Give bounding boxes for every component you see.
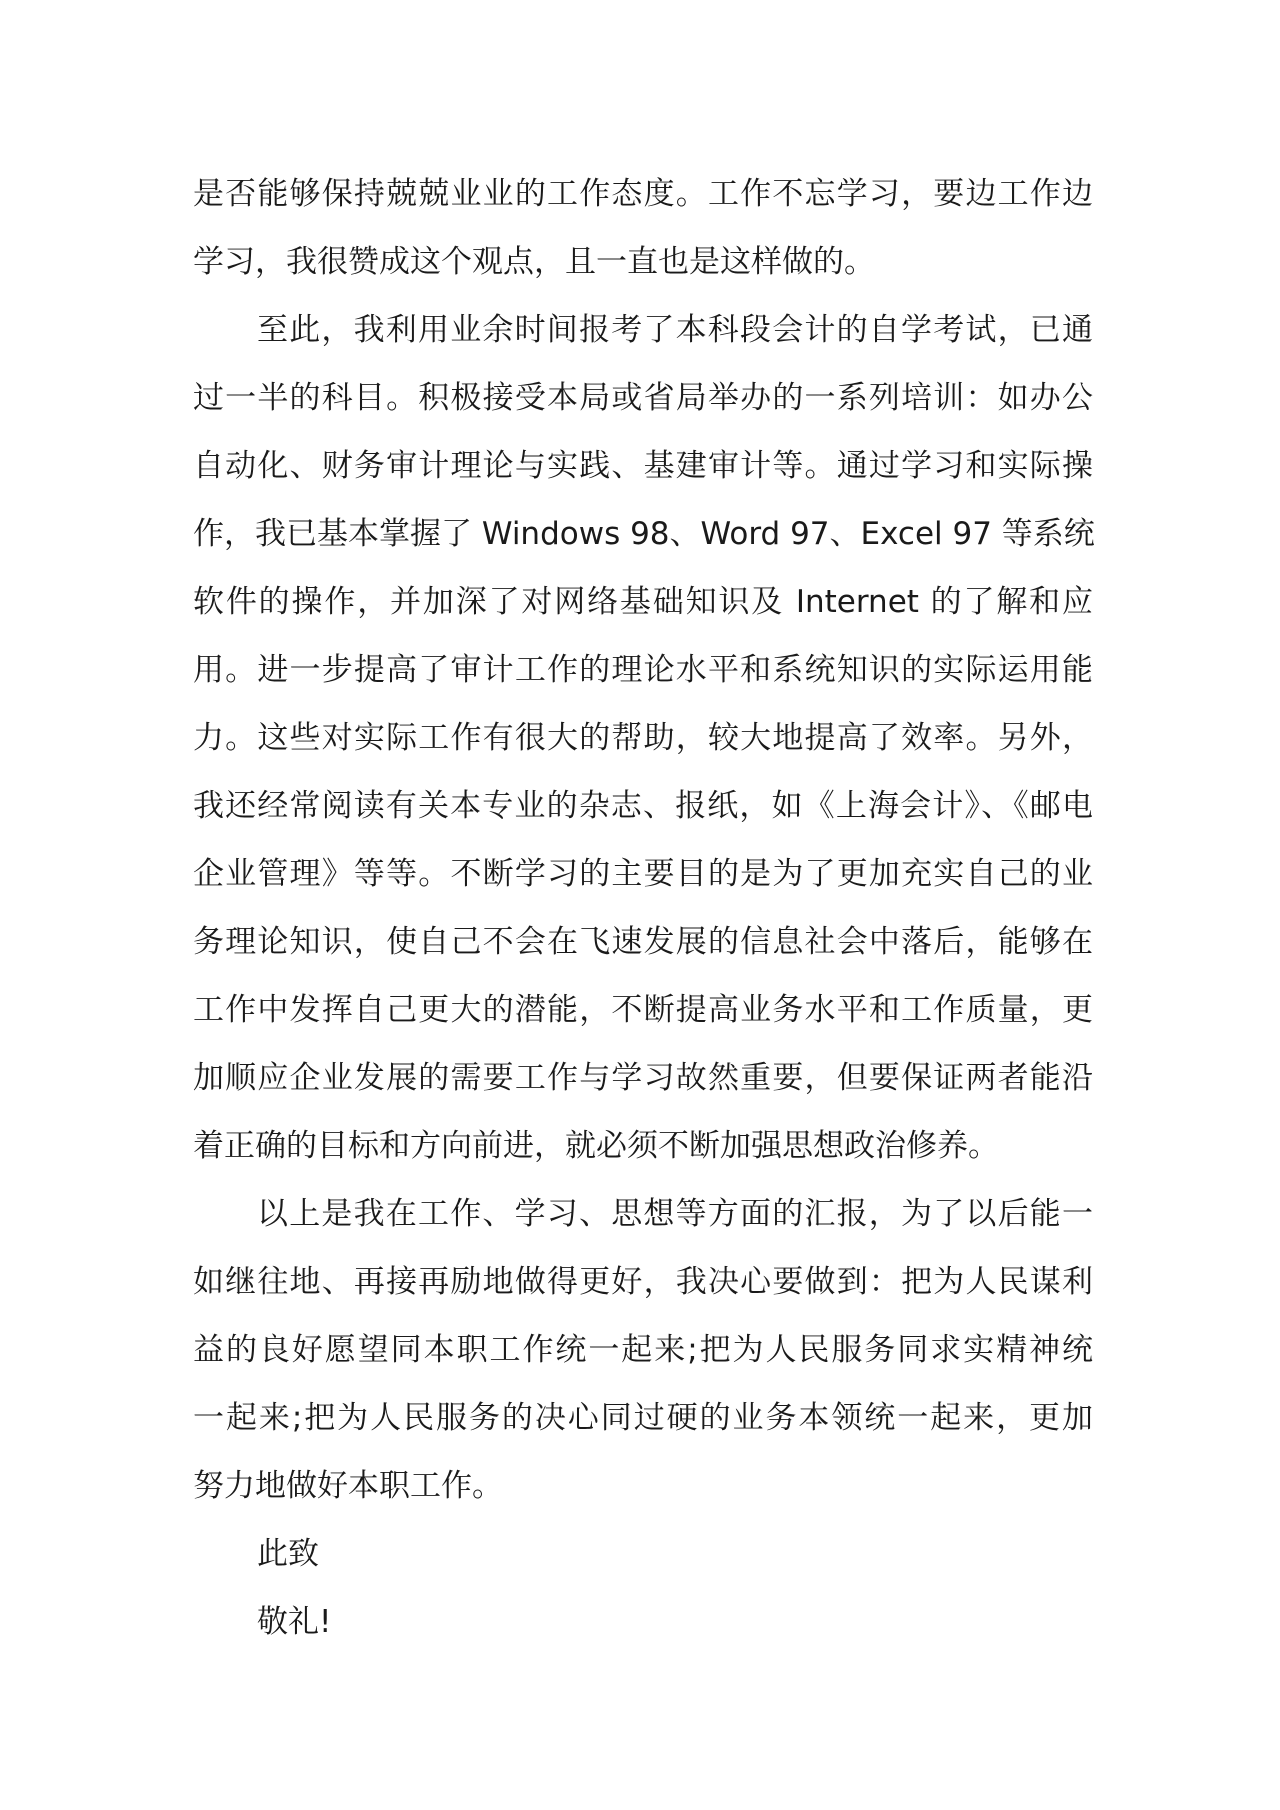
text-line: 务理论知识，使自己不会在飞速发展的信息社会中落后，能够在	[193, 924, 1093, 960]
text-line: 益的良好愿望同本职工作统一起来;把为人民服务同求实精神统	[193, 1332, 1093, 1368]
text-line: 用。进一步提高了审计工作的理论水平和系统知识的实际运用能	[193, 652, 1093, 688]
text-line: 软件的操作，并加深了对网络基础知识及 Internet 的了解和应	[193, 584, 1093, 620]
text-line: 至此，我利用业余时间报考了本科段会计的自学考试，已通	[257, 312, 1093, 348]
text-line: 工作中发挥自己更大的潜能，不断提高业务水平和工作质量，更	[193, 992, 1093, 1028]
text-line: 加顺应企业发展的需要工作与学习故然重要，但要保证两者能沿	[193, 1060, 1093, 1096]
text-line: 过一半的科目。积极接受本局或省局举办的一系列培训：如办公	[193, 380, 1093, 416]
closing-salutation: 此致	[257, 1536, 319, 1572]
text-line: 作，我已基本掌握了 Windows 98、Word 97、Excel 97 等系统	[193, 516, 1095, 552]
text-line: 一起来;把为人民服务的决心同过硬的业务本领统一起来，更加	[193, 1400, 1093, 1436]
paragraph-2	[193, 296, 1093, 1180]
document-body	[193, 160, 1093, 1656]
text-line: 力。这些对实际工作有很大的帮助，较大地提高了效率。另外，	[193, 720, 1093, 756]
text-line: 我还经常阅读有关本专业的杂志、报纸，如《上海会计》、《邮电	[193, 788, 1093, 824]
text-line: 企业管理》等等。不断学习的主要目的是为了更加充实自己的业	[193, 856, 1093, 892]
text-line: 着正确的目标和方向前进，就必须不断加强思想政治修养。	[193, 1128, 999, 1164]
text-line: 是否能够保持兢兢业业的工作态度。工作不忘学习，要边工作边	[193, 176, 1093, 212]
text-line: 以上是我在工作、学习、思想等方面的汇报，为了以后能一	[257, 1196, 1093, 1232]
text-line: 学习，我很赞成这个观点，且一直也是这样做的。	[193, 244, 875, 280]
closing-regards: 敬礼!	[257, 1604, 332, 1640]
paragraph-1	[193, 160, 1093, 296]
text-line: 努力地做好本职工作。	[193, 1468, 503, 1504]
text-line: 自动化、财务审计理论与实践、基建审计等。通过学习和实际操	[193, 448, 1093, 484]
paragraph-3	[193, 1180, 1093, 1520]
text-line: 如继往地、再接再励地做得更好，我决心要做到：把为人民谋利	[193, 1264, 1093, 1300]
